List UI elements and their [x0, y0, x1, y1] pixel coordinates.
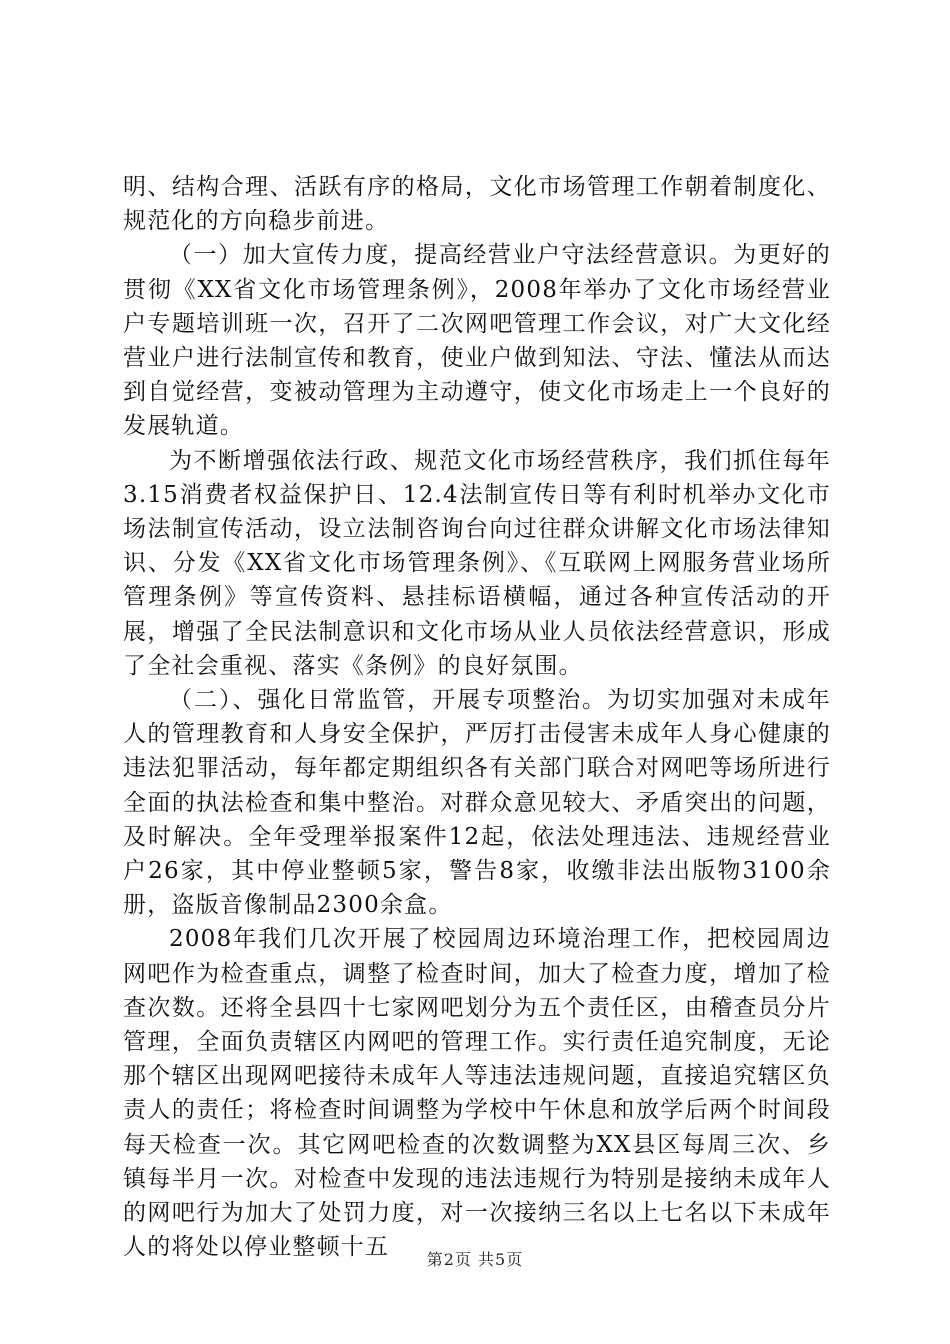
paragraph-continuation: 明、结构合理、活跃有序的格局，文化市场管理工作朝着制度化、规范化的方向稳步前进。	[123, 174, 831, 235]
paragraph-supervision: （二）、强化日常监管，开展专项整治。为切实加强对未成年人的管理教育和人身安全保护，严厉打击侵害未成年人身心健康的违法犯罪活动，每年都定期组织各有关部门联合对网吧等场所进行全面的执法检查和集中整治。对群众意见较大、矛盾突出的问题，及时解决。全年受理举报案件12起，依法处理违法、违规经营业户26家，其中停业整顿5家，警告8家，收缴非法出版物3100余册，盗版音像制品2300余盒。	[123, 687, 831, 919]
paragraph-publicity: （一）加大宣传力度，提高经营业户守法经营意识。为更好的贯彻《XX省文化市场管理条例》，2008年举办了文化市场经营业户专题培训班一次，召开了二次网吧管理工作会议，对广大文化经营业户进行法制宣传和教育，使业户做到知法、守法、懂法从而达到自觉经营，变被动管理为主动遵守，使文化市场走上一个良好的发展轨道。	[123, 242, 831, 440]
paragraph-legal-campaign: 为不断增强依法行政、规范文化市场经营秩序，我们抓住每年3.15消费者权益保护日、12.4法制宣传日等有利时机举办文化市场法制宣传活动，设立法制咨询台向过往群众讲解文化市场法律知识、分发《XX省文化市场管理条例》、《互联网上网服务营业场所管理条例》等宣传资料、悬挂标语横幅，通过各种宣传活动的开展，增强了全民法制意识和文化市场从业人员依法经营意识，形成了全社会重视、落实《条例》的良好氛围。	[123, 447, 831, 679]
document-body	[123, 170, 831, 1265]
page-number-footer: 第2页 共5页	[426, 1250, 524, 1269]
paragraph-campus-governance: 2008年我们几次开展了校园周边环境治理工作，把校园周边网吧作为检查重点，调整了检查时间，加大了检查力度，增加了检查次数。还将全县四十七家网吧划分为五个责任区，由稽查员分片管理，全面负责辖区内网吧的管理工作。实行责任追究制度，无论那个辖区出现网吧接待未成年人等违法违规问题，直接追究辖区负责人的责任；将检查时间调整为学校中午休息和放学后两个时间段每天检查一次。其它网吧检查的次数调整为XX县区每周三次、乡镇每半月一次。对检查中发现的违法违规行为特别是接纳未成年人的网吧行为加大了处罚力度，对一次接纳三名以上七名以下未成年人的将处以停业整顿十五	[123, 926, 831, 1261]
